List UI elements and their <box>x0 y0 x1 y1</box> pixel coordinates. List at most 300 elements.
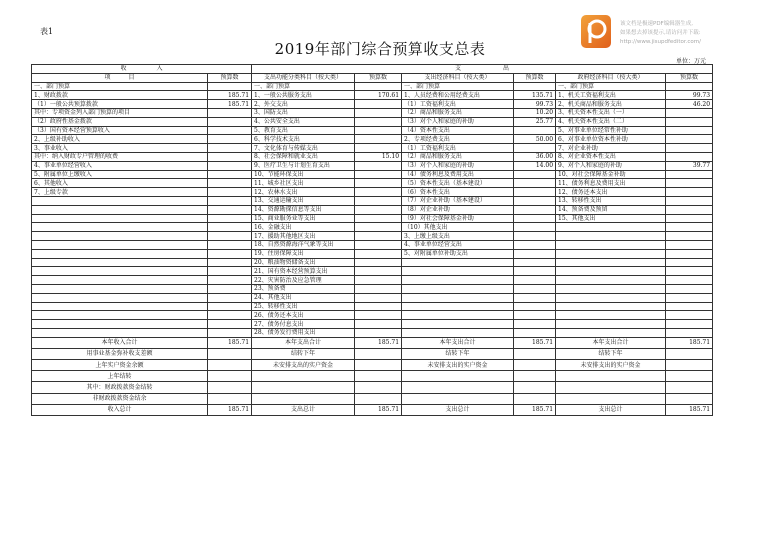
table-row <box>32 337 713 348</box>
table-row <box>32 214 713 223</box>
item-cell: 12、农林水支出 <box>252 188 355 197</box>
budget-value-cell <box>208 117 252 126</box>
budget-value-cell <box>666 320 713 329</box>
budget-value-cell <box>355 249 402 258</box>
budget-value-cell <box>208 284 252 293</box>
item-cell: （4）资本性支出 <box>402 126 514 135</box>
budget-value-cell <box>666 223 713 232</box>
item-cell: （4）债务利息及费用支出 <box>402 170 514 179</box>
table-row <box>32 91 713 100</box>
budget-value-cell <box>514 382 556 393</box>
budget-value-cell <box>355 108 402 117</box>
budget-value-cell <box>666 196 713 205</box>
page-title: 2019年部门综合预算收支总表 <box>274 40 486 58</box>
item-cell <box>402 267 514 276</box>
header-row-columns <box>32 73 713 82</box>
item-cell: 2、机关商品和服务支出 <box>556 100 666 109</box>
budget-value-cell <box>666 293 713 302</box>
budget-value-cell <box>355 126 402 135</box>
item-cell <box>32 223 208 232</box>
budget-value-cell <box>208 82 252 91</box>
item-cell: 9、医疗卫生与计划生育支出 <box>252 161 355 170</box>
col-header-econ-class: 支出经济科目（按大类） <box>402 73 514 82</box>
budget-value-cell <box>355 179 402 188</box>
table-row <box>32 188 713 197</box>
item-cell: 17、援助其他地区支出 <box>252 232 355 241</box>
item-cell: 4、事业单位经营收入 <box>32 161 208 170</box>
budget-value-cell <box>514 188 556 197</box>
expense-group-header: 支 出 <box>252 65 713 74</box>
budget-value-cell <box>208 126 252 135</box>
budget-value-cell <box>355 267 402 276</box>
item-cell <box>402 382 514 393</box>
table-row <box>32 152 713 161</box>
item-cell: 本年收入合计 <box>32 337 208 348</box>
budget-value-cell <box>666 126 713 135</box>
item-cell: （3）对个人和家庭的补助 <box>402 117 514 126</box>
budget-value-cell: 25.77 <box>514 117 556 126</box>
item-cell: 4、机关资本性支出（二） <box>556 117 666 126</box>
budget-value-cell <box>514 223 556 232</box>
item-cell: 收入总计 <box>32 404 208 415</box>
item-cell: （2）政府性基金拨款 <box>32 117 208 126</box>
budget-value-cell <box>208 360 252 371</box>
item-cell: 用事业基金弥补收支差额 <box>32 348 208 359</box>
table-row <box>32 360 713 371</box>
item-cell: 9、对个人和家庭的补助 <box>556 161 666 170</box>
item-cell: （7）对企业补助（基本建设） <box>402 196 514 205</box>
item-cell: （1）一般公共预算拨款 <box>32 100 208 109</box>
item-cell: 3、上缴上级支出 <box>402 232 514 241</box>
item-cell: 其中：纳入财政专户管理的收费 <box>32 152 208 161</box>
item-cell <box>556 320 666 329</box>
item-cell: 上年结转 <box>32 371 208 382</box>
budget-value-cell <box>514 284 556 293</box>
item-cell <box>402 328 514 337</box>
budget-value-cell <box>666 276 713 285</box>
item-cell <box>556 223 666 232</box>
item-cell <box>32 328 208 337</box>
budget-value-cell <box>355 348 402 359</box>
item-cell: 15、商业服务业等支出 <box>252 214 355 223</box>
item-cell <box>556 393 666 404</box>
budget-value-cell <box>355 161 402 170</box>
item-cell: 本年支出合计 <box>402 337 514 348</box>
item-cell <box>32 214 208 223</box>
table-row <box>32 100 713 109</box>
item-cell: 3、机关资本性支出（一） <box>556 108 666 117</box>
table-row <box>32 302 713 311</box>
budget-value-cell <box>208 214 252 223</box>
budget-value-cell <box>355 320 402 329</box>
pdf-editor-logo-icon <box>581 15 611 48</box>
item-cell <box>402 311 514 320</box>
budget-value-cell: 185.71 <box>514 337 556 348</box>
budget-value-cell <box>514 393 556 404</box>
budget-value-cell: 185.71 <box>514 404 556 415</box>
item-cell: 22、灾害防治及应急管理 <box>252 276 355 285</box>
budget-value-cell: 50.00 <box>514 135 556 144</box>
item-cell <box>402 276 514 285</box>
budget-value-cell: 46.20 <box>666 100 713 109</box>
budget-value-cell <box>208 328 252 337</box>
budget-value-cell <box>514 267 556 276</box>
table-row <box>32 240 713 249</box>
item-cell: 10、对社会保障基金补助 <box>556 170 666 179</box>
budget-value-cell <box>514 170 556 179</box>
budget-value-cell <box>355 135 402 144</box>
col-header-budget: 预算数 <box>666 73 713 82</box>
item-cell: 1、一般公共服务支出 <box>252 91 355 100</box>
table-row <box>32 328 713 337</box>
budget-value-cell: 185.71 <box>208 337 252 348</box>
budget-value-cell <box>666 214 713 223</box>
item-cell: 2、专项经费支出 <box>402 135 514 144</box>
item-cell <box>556 302 666 311</box>
budget-value-cell <box>514 179 556 188</box>
budget-value-cell <box>355 170 402 179</box>
col-header-func-class: 支出功能分类科目（按大类） <box>252 73 355 82</box>
budget-value-cell <box>355 82 402 91</box>
item-cell: 非财政拨款资金结余 <box>32 393 208 404</box>
budget-value-cell <box>666 302 713 311</box>
item-cell <box>32 205 208 214</box>
budget-value-cell: 135.71 <box>514 91 556 100</box>
budget-value-cell <box>514 232 556 241</box>
item-cell: 7、文化体育与传媒支出 <box>252 144 355 153</box>
item-cell <box>556 276 666 285</box>
item-cell: 支出总计 <box>402 404 514 415</box>
item-cell: 6、其他收入 <box>32 179 208 188</box>
item-cell: 8、社会保障和就业支出 <box>252 152 355 161</box>
budget-value-cell <box>208 188 252 197</box>
table-row <box>32 258 713 267</box>
item-cell: 28、债务发行费用支出 <box>252 328 355 337</box>
item-cell <box>32 232 208 241</box>
budget-value-cell <box>514 258 556 267</box>
budget-value-cell <box>208 161 252 170</box>
budget-value-cell <box>514 196 556 205</box>
item-cell <box>556 293 666 302</box>
item-cell: 1、人员经费和公用经费支出 <box>402 91 514 100</box>
col-header-budget: 预算数 <box>514 73 556 82</box>
item-cell: 未安排支出的实户资金 <box>252 360 355 371</box>
item-cell <box>556 284 666 293</box>
budget-value-cell <box>355 328 402 337</box>
budget-value-cell: 15.10 <box>355 152 402 161</box>
item-cell: 5、教育支出 <box>252 126 355 135</box>
table-row <box>32 293 713 302</box>
item-cell <box>252 382 355 393</box>
item-cell: （3）国有资本经营预算收入 <box>32 126 208 135</box>
item-cell: 一、部门预算 <box>556 82 666 91</box>
item-cell: 2、上级补助收入 <box>32 135 208 144</box>
budget-value-cell <box>355 223 402 232</box>
item-cell: 11、城乡社区支出 <box>252 179 355 188</box>
budget-value-cell <box>514 320 556 329</box>
item-cell <box>252 393 355 404</box>
item-cell <box>32 276 208 285</box>
item-cell: 6、科学技术支出 <box>252 135 355 144</box>
budget-value-cell <box>208 179 252 188</box>
item-cell: 支出总计 <box>556 404 666 415</box>
watermark-line: 该文档是极速PDF编辑器生成, <box>620 21 693 27</box>
budget-value-cell <box>208 196 252 205</box>
item-cell: 2、外交支出 <box>252 100 355 109</box>
budget-value-cell: 185.71 <box>208 100 252 109</box>
item-cell: 4、公共安全支出 <box>252 117 355 126</box>
budget-value-cell <box>514 276 556 285</box>
budget-value-cell <box>355 232 402 241</box>
item-cell <box>556 267 666 276</box>
table-row <box>32 196 713 205</box>
budget-value-cell <box>208 232 252 241</box>
budget-value-cell <box>666 170 713 179</box>
budget-summary-table <box>31 64 713 416</box>
item-cell <box>556 258 666 267</box>
item-cell <box>402 302 514 311</box>
item-cell <box>402 258 514 267</box>
item-cell: 16、金融支出 <box>252 223 355 232</box>
item-cell: 5、对附属单位补助支出 <box>402 249 514 258</box>
table-row <box>32 223 713 232</box>
item-cell: 本年支出合计 <box>556 337 666 348</box>
table-row <box>32 205 713 214</box>
table-row <box>32 404 713 415</box>
item-cell <box>32 320 208 329</box>
budget-value-cell <box>666 360 713 371</box>
item-cell <box>32 196 208 205</box>
watermark-line: http://www.jisupdfeditor.com/ <box>620 39 701 45</box>
item-cell <box>32 284 208 293</box>
budget-value-cell <box>666 205 713 214</box>
item-cell <box>556 311 666 320</box>
item-cell <box>402 284 514 293</box>
item-cell <box>556 249 666 258</box>
table-row <box>32 232 713 241</box>
item-cell: 7、对企业补助 <box>556 144 666 153</box>
budget-value-cell: 99.73 <box>514 100 556 109</box>
table-row <box>32 311 713 320</box>
budget-value-cell <box>514 311 556 320</box>
budget-value-cell <box>355 284 402 293</box>
item-cell: 15、其他支出 <box>556 214 666 223</box>
budget-value-cell: 10.20 <box>514 108 556 117</box>
budget-value-cell <box>208 223 252 232</box>
budget-value-cell <box>666 152 713 161</box>
item-cell: 11、债务利息及费用支出 <box>556 179 666 188</box>
budget-value-cell <box>514 249 556 258</box>
table-row <box>32 135 713 144</box>
budget-value-cell <box>355 205 402 214</box>
table-row <box>32 82 713 91</box>
item-cell: （5）资本性支出（基本建设） <box>402 179 514 188</box>
item-cell: （9）对社会保障基金补助 <box>402 214 514 223</box>
budget-value-cell: 185.71 <box>666 337 713 348</box>
unit-label: 单位：万元 <box>676 58 707 65</box>
item-cell <box>32 311 208 320</box>
table-row <box>32 249 713 258</box>
item-cell: 本年支出合计 <box>252 337 355 348</box>
item-cell: 4、事业单位经营支出 <box>402 240 514 249</box>
budget-value-cell <box>355 393 402 404</box>
budget-value-cell <box>666 144 713 153</box>
item-cell: 26、债务还本支出 <box>252 311 355 320</box>
item-cell <box>556 232 666 241</box>
budget-value-cell <box>208 205 252 214</box>
item-cell: （3）对个人和家庭的补助 <box>402 161 514 170</box>
item-cell: 18、自然资源海洋气象等支出 <box>252 240 355 249</box>
budget-value-cell <box>208 393 252 404</box>
table-row <box>32 170 713 179</box>
item-cell: 14、资源勘探信息等支出 <box>252 205 355 214</box>
table-row <box>32 284 713 293</box>
item-cell: （2）商品和服务支出 <box>402 152 514 161</box>
budget-value-cell <box>666 82 713 91</box>
budget-value-cell <box>355 117 402 126</box>
budget-value-cell: 14.00 <box>514 161 556 170</box>
budget-value-cell <box>355 293 402 302</box>
budget-value-cell <box>514 144 556 153</box>
budget-value-cell <box>666 258 713 267</box>
item-cell: 其中：专项资金列入部门预算的项目 <box>32 108 208 117</box>
budget-value-cell <box>666 179 713 188</box>
budget-value-cell <box>514 328 556 337</box>
item-cell: （1）工资福利支出 <box>402 144 514 153</box>
budget-value-cell <box>666 393 713 404</box>
budget-value-cell <box>355 144 402 153</box>
item-cell <box>252 371 355 382</box>
item-cell <box>402 371 514 382</box>
budget-value-cell <box>208 311 252 320</box>
budget-value-cell <box>514 348 556 359</box>
item-cell <box>32 258 208 267</box>
budget-value-cell <box>514 360 556 371</box>
item-cell <box>556 382 666 393</box>
budget-value-cell <box>208 240 252 249</box>
table-row <box>32 320 713 329</box>
item-cell: 结转下年 <box>556 348 666 359</box>
item-cell: 5、附属单位上缴收入 <box>32 170 208 179</box>
item-cell: （1）工资福利支出 <box>402 100 514 109</box>
budget-value-cell <box>208 276 252 285</box>
table-row <box>32 371 713 382</box>
item-cell: 一、部门预算 <box>402 82 514 91</box>
col-header-gov-econ-class: 政府经济科目（按大类） <box>556 73 666 82</box>
item-cell <box>32 267 208 276</box>
budget-value-cell <box>208 249 252 258</box>
item-cell: 3、事业收入 <box>32 144 208 153</box>
budget-value-cell <box>514 371 556 382</box>
budget-value-cell <box>666 117 713 126</box>
budget-value-cell <box>355 311 402 320</box>
budget-value-cell <box>208 135 252 144</box>
budget-value-cell <box>355 188 402 197</box>
budget-value-cell <box>666 249 713 258</box>
budget-value-cell <box>355 382 402 393</box>
item-cell <box>556 328 666 337</box>
budget-value-cell <box>666 311 713 320</box>
item-cell: 结转下年 <box>402 348 514 359</box>
budget-value-cell <box>666 267 713 276</box>
budget-value-cell: 170.61 <box>355 91 402 100</box>
budget-value-cell: 99.73 <box>666 91 713 100</box>
item-cell <box>32 249 208 258</box>
budget-value-cell <box>208 108 252 117</box>
item-cell: 未安排支出的实户资金 <box>402 360 514 371</box>
item-cell: 12、债务还本支出 <box>556 188 666 197</box>
budget-value-cell <box>666 328 713 337</box>
budget-value-cell <box>355 302 402 311</box>
budget-value-cell: 36.00 <box>514 152 556 161</box>
header-row-groups <box>32 65 713 74</box>
budget-value-cell: 185.71 <box>208 91 252 100</box>
budget-value-cell <box>355 240 402 249</box>
budget-value-cell: 185.71 <box>355 404 402 415</box>
item-cell: 一、部门预算 <box>252 82 355 91</box>
budget-value-cell: 185.71 <box>208 404 252 415</box>
item-cell: 27、债务付息支出 <box>252 320 355 329</box>
budget-value-cell <box>208 144 252 153</box>
budget-value-cell <box>208 348 252 359</box>
item-cell: 1、财政拨款 <box>32 91 208 100</box>
budget-value-cell <box>514 214 556 223</box>
item-cell <box>32 293 208 302</box>
item-cell: 20、粮油物资储备支出 <box>252 258 355 267</box>
budget-value-cell: 185.71 <box>355 337 402 348</box>
budget-value-cell <box>666 188 713 197</box>
budget-value-cell <box>666 371 713 382</box>
item-cell: 21、国有资本经营预算支出 <box>252 267 355 276</box>
budget-value-cell <box>514 126 556 135</box>
budget-value-cell <box>355 371 402 382</box>
budget-value-cell <box>208 258 252 267</box>
item-cell <box>402 293 514 302</box>
table-row <box>32 144 713 153</box>
item-cell: 6、对事业单位资本性补助 <box>556 135 666 144</box>
item-cell: 13、转移性支出 <box>556 196 666 205</box>
item-cell: （6）资本性支出 <box>402 188 514 197</box>
table-row <box>32 126 713 135</box>
budget-value-cell <box>666 135 713 144</box>
item-cell <box>32 302 208 311</box>
watermark-text <box>620 20 756 47</box>
budget-value-cell <box>208 320 252 329</box>
budget-value-cell <box>208 371 252 382</box>
item-cell: 其中：财政拨款资金结转 <box>32 382 208 393</box>
item-cell: 3、国防支出 <box>252 108 355 117</box>
table-row <box>32 276 713 285</box>
budget-value-cell <box>355 100 402 109</box>
table-row <box>32 267 713 276</box>
watermark-line: 如果想去掉该提示,请访问并下载: <box>620 30 701 36</box>
budget-value-cell <box>208 152 252 161</box>
table-row <box>32 161 713 170</box>
item-cell: 5、对事业单位经常性补助 <box>556 126 666 135</box>
budget-value-cell <box>355 276 402 285</box>
item-cell: 1、机关工资福利支出 <box>556 91 666 100</box>
budget-value-cell <box>666 284 713 293</box>
budget-value-cell <box>514 302 556 311</box>
item-cell: 支出总计 <box>252 404 355 415</box>
budget-value-cell <box>666 382 713 393</box>
budget-value-cell <box>666 108 713 117</box>
item-cell: （2）商品和服务支出 <box>402 108 514 117</box>
budget-value-cell <box>355 214 402 223</box>
item-cell: 上年实户资金余额 <box>32 360 208 371</box>
item-cell: 结转下年 <box>252 348 355 359</box>
table-row <box>32 117 713 126</box>
